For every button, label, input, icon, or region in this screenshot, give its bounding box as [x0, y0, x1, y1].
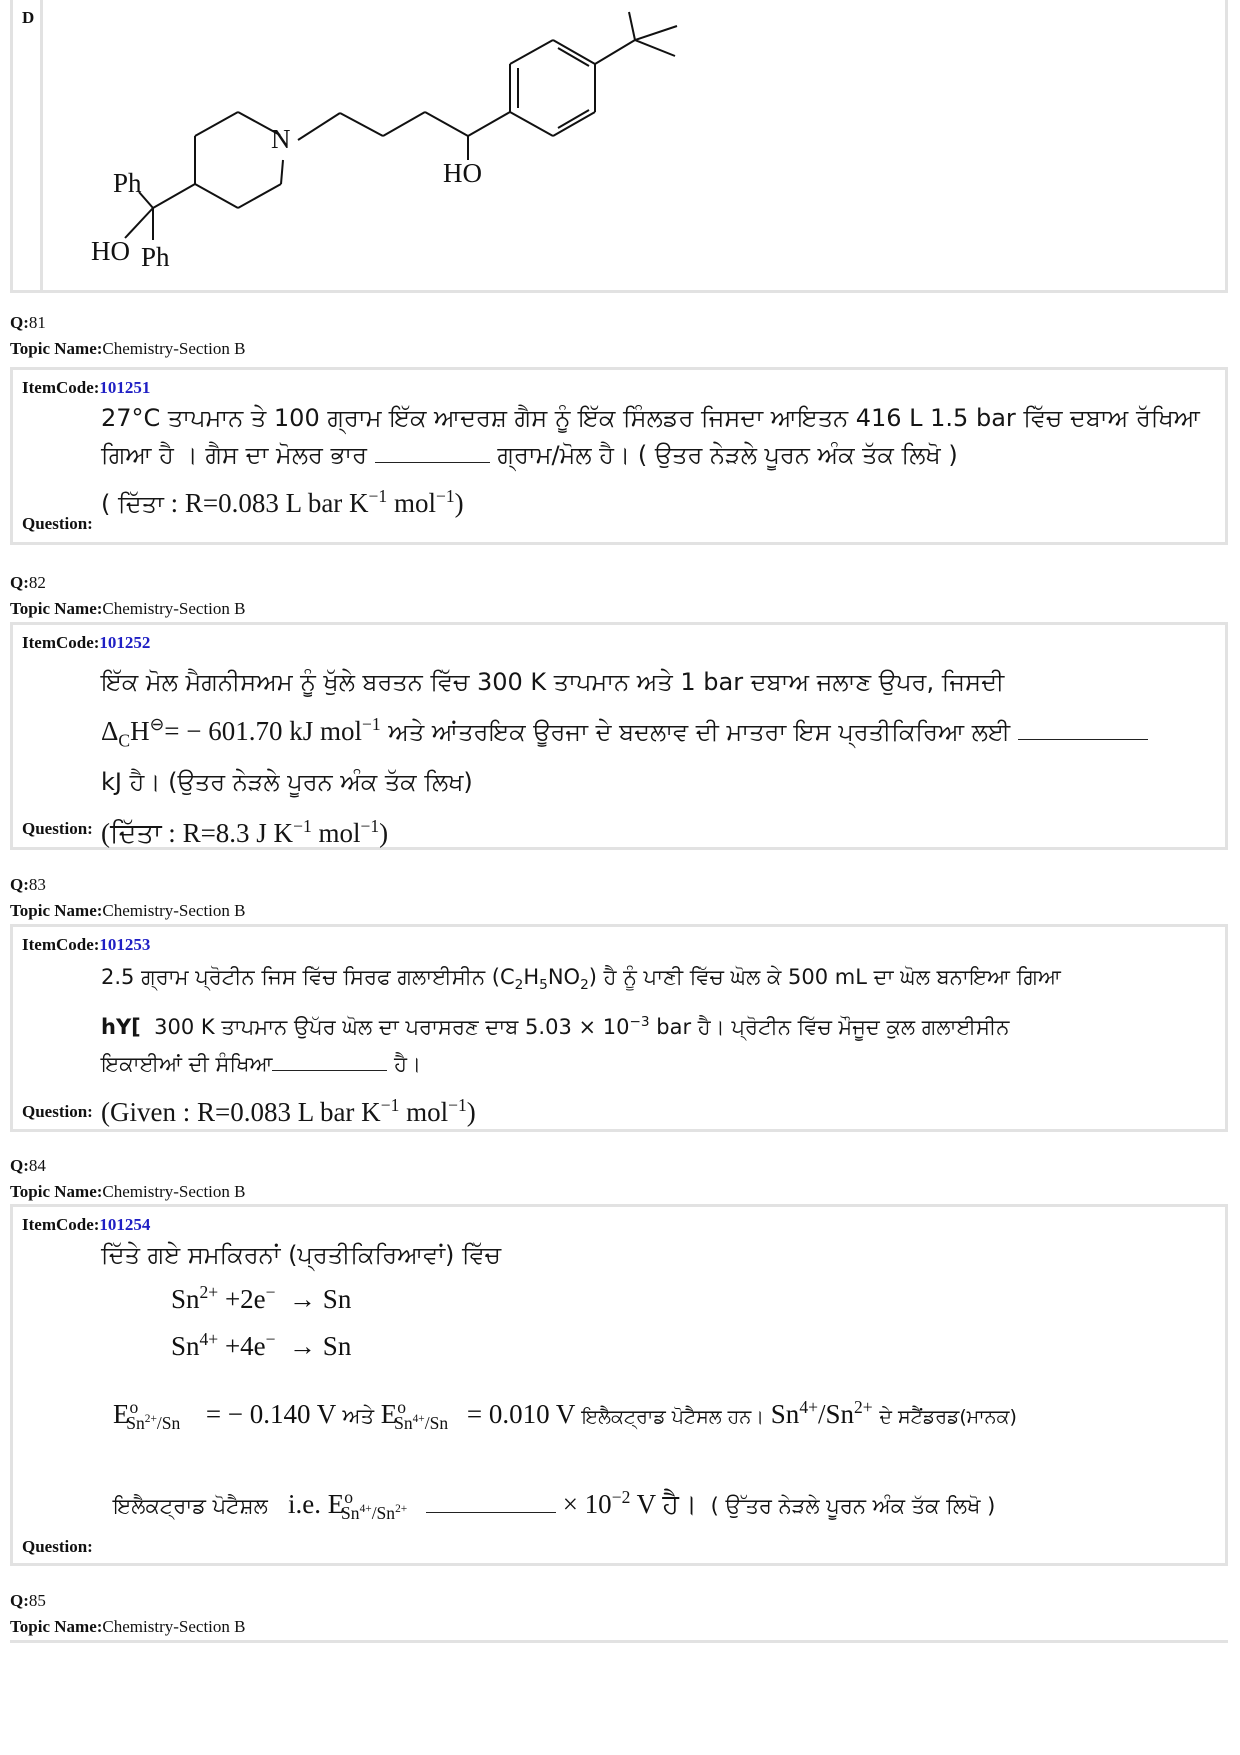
- given-text: mol: [393, 488, 436, 518]
- superscript: 4+: [199, 1329, 219, 1349]
- question-text-span: ਅਤੇ ਆਂਤਰਇਕ ਊਰਜਾ ਦੇ ਬਦਲਾਵ ਦੀ ਮਾਤਰਾ ਇਸ ਪ੍ਰਤੀਕਿਰਿਆ ਲਈ: [388, 718, 1011, 746]
- superscript: ⊖: [149, 714, 165, 734]
- superscript: −1: [435, 486, 455, 506]
- question-text-span: ) ਹੈ ਨੂੰ ਪਾਣੀ ਵਿੱਚ ਘੋਲ ਕੇ 500 mL ਦਾ ਘੋਲ ਬਨਾਇਆ ਗਿਆ: [588, 965, 1061, 989]
- superscript: −1: [380, 1095, 400, 1116]
- given-line: [101, 805, 1213, 854]
- superscript: 2+: [199, 1282, 219, 1302]
- answer-blank: [426, 1492, 556, 1513]
- given-line: [101, 478, 1213, 523]
- topic-name: Chemistry-Section B: [102, 1182, 246, 1201]
- subscript: Sn: [394, 1413, 413, 1434]
- question-text-span: ਹੈ।: [394, 1052, 422, 1077]
- eq-text: × 10: [562, 1489, 612, 1519]
- question-line: ਇੱਕ ਮੋਲ ਮੈਗਨੀਸਅਮ ਨੂੰ ਖੁੱਲੇ ਬਰਤਨ ਵਿੱਚ 300 K ਤਾਪਮਾਨ ਅਤੇ 1 bar ਦਬਾਅ ਜਲਾਣ ਉਪਰ, ਜਿਸਦੀ: [101, 668, 1005, 696]
- given-text: ): [454, 488, 464, 518]
- topic-prefix: Topic Name:: [10, 599, 103, 618]
- question-line: 27°C ਤਾਪਮਾਨ ਤੇ 100 ਗ੍ਰਾਮ ਇੱਕ ਆਦਰਸ਼ ਗੈਸ ਨੂੰ ਇੱਕ ਸਿੰਲਡਰ ਜਿਸਦਾ ਆਇਤਨ 416 L 1.5 bar ਵਿੱਚ ਦਬਾਅ ਰੱਖਿਆ: [101, 404, 1200, 432]
- eq-text: E: [113, 1399, 130, 1429]
- given-text: mol: [318, 818, 361, 849]
- superscript: −1: [360, 816, 380, 837]
- itemcode: [22, 935, 150, 955]
- question-text-span: 300 K ਤਾਪਮਾਨ ਉਪੱਰ ਘੋਲ ਦਾ ਪਰਾਸਰਣ ਦਾਬ 5.03 × 10: [154, 1015, 630, 1040]
- itemcode-value: 101253: [99, 935, 151, 954]
- eq-text: V ਹੈ।: [636, 1489, 698, 1519]
- chemical-structure: [53, 0, 773, 290]
- option-label-cell: [13, 0, 43, 290]
- question-82-box: [10, 622, 1228, 850]
- itemcode-prefix: ItemCode:: [22, 378, 100, 397]
- itemcode-prefix: ItemCode:: [22, 935, 100, 954]
- superscript: −: [265, 1329, 276, 1349]
- given-text: (Given : R=0.083 L bar K: [101, 1097, 381, 1128]
- superscript: −1: [362, 714, 381, 734]
- subscript: Sn: [126, 1413, 145, 1434]
- subscript: Sn: [341, 1503, 360, 1524]
- superscript: 2+: [395, 1503, 408, 1516]
- superscript: −: [265, 1282, 276, 1302]
- potential-line: [113, 1397, 1017, 1434]
- topic-name: Chemistry-Section B: [102, 1617, 246, 1636]
- topic-name: Chemistry-Section B: [102, 339, 246, 358]
- atom-ho-left-label: HO: [91, 236, 130, 266]
- topic-prefix: Topic Name:: [10, 1182, 103, 1201]
- question-81-box: [10, 367, 1228, 545]
- question-85-box-top: [10, 1640, 1228, 1643]
- given-text: : R=0.083 L bar K: [170, 488, 369, 518]
- subscript: /Sn: [371, 1503, 396, 1524]
- question-label: Question:: [22, 819, 93, 838]
- question-number: 84: [28, 1156, 46, 1175]
- question-84-header: [10, 1153, 245, 1205]
- answer-blank: [1018, 719, 1148, 740]
- itemcode-prefix: ItemCode:: [22, 1215, 100, 1234]
- superscript: 4+: [412, 1413, 425, 1426]
- question-number: 83: [28, 875, 46, 894]
- question-line: $\Delta_CH^⊖= - 601.70$ kJ mol$^{-1}$ ਅਤੇ ਆਂਤਰਇਕ ਊਰਜਾ ਦੇ ਬਦਲਾਵ ਦੀ ਮਾਤਰਾ ਇਸ ਪ੍ਰਤੀਕਿਰਿਆ ਲਈ: [101, 703, 1213, 761]
- given-text: ): [379, 818, 389, 849]
- eq-text: i.e. E: [288, 1489, 345, 1519]
- topic-prefix: Topic Name:: [10, 1617, 103, 1636]
- q-prefix: Q:: [10, 875, 29, 894]
- eq-text: E: [380, 1399, 398, 1429]
- q-prefix: Q:: [10, 573, 29, 592]
- question-82-header: [10, 570, 245, 622]
- itemcode-value: 101251: [99, 378, 151, 397]
- subscript: 2: [580, 977, 589, 994]
- question-text-span: ਗ੍ਰਾਮ/ਮੋਲ ਹੈ। ( ਉਤਰ ਨੇੜਲੇ ਪੂਰਨ ਅੰਕ ਤੱਕ ਲਿਖੋ ): [497, 441, 958, 469]
- eq-text: → Sn: [289, 1331, 352, 1361]
- itemcode: [22, 1215, 150, 1235]
- question-text-span: 2.5 ਗ੍ਰਾਮ ਪ੍ਰੋਟੀਨ ਜਿਸ ਵਿੱਚ ਸਿਰਫ ਗਲਾਈਸੀਨ (C: [101, 965, 515, 989]
- question-text-span: H: [523, 965, 540, 989]
- q-prefix: Q:: [10, 1591, 29, 1610]
- question-text: [101, 959, 1213, 1131]
- question-label: Question:: [22, 514, 93, 533]
- question-text: [101, 400, 1213, 523]
- eq-text: +4e: [224, 1331, 266, 1361]
- question-line: [101, 959, 1213, 1004]
- eq-text: → Sn: [289, 1284, 352, 1314]
- q-prefix: Q:: [10, 1156, 29, 1175]
- superscript: −1: [293, 816, 312, 837]
- given-text: ): [466, 1097, 476, 1128]
- subscript: 5: [539, 977, 548, 994]
- question-line: [101, 1004, 1213, 1046]
- superscript: o: [344, 1487, 354, 1507]
- atom-ph-bottom-label: Ph: [141, 242, 170, 272]
- superscript: −1: [368, 486, 388, 506]
- eq-text: ਅਤੇ: [342, 1404, 375, 1428]
- question-text-span: ਇਕਾਈਆਂ ਦੀ ਸੰਖਿਆ: [101, 1052, 273, 1077]
- itemcode-value: 101254: [99, 1215, 151, 1234]
- itemcode: [22, 378, 150, 398]
- subscript: /Sn: [156, 1413, 181, 1434]
- itemcode-prefix: ItemCode:: [22, 633, 100, 652]
- atom-n-label: N: [271, 124, 291, 154]
- topic-prefix: Topic Name:: [10, 339, 103, 358]
- question-line: ਦਿੱਤੇ ਗਏ ਸਮਕਿਰਨਾਂ (ਪ੍ਰਤੀਕਿਰਿਆਵਾਂ) ਵਿੱਚ: [101, 1241, 501, 1269]
- question-81-header: [10, 310, 245, 362]
- question-label: Question:: [22, 1102, 93, 1121]
- equation-line: [171, 1282, 351, 1315]
- superscript: 4+: [799, 1397, 818, 1417]
- superscript: 2+: [854, 1397, 873, 1417]
- answer-blank: [272, 1050, 387, 1071]
- subscript: 2: [514, 977, 524, 994]
- superscript: o: [397, 1397, 407, 1417]
- topic-name: Chemistry-Section B: [102, 901, 246, 920]
- option-label: D: [22, 8, 35, 27]
- superscript: −3: [629, 1014, 650, 1031]
- eq-text: /Sn: [817, 1399, 854, 1429]
- given-label: ( ਦਿੱਤਾ: [101, 490, 164, 518]
- superscript: −1: [448, 1095, 467, 1116]
- question-number: 82: [28, 573, 46, 592]
- superscript: 2+: [144, 1413, 157, 1426]
- question-line: [101, 1046, 1213, 1083]
- question-label: Question:: [22, 1537, 93, 1556]
- answer-line: [113, 1487, 995, 1524]
- given-text: mol: [406, 1097, 449, 1128]
- question-text-span: = − 601.70 kJ mol: [164, 716, 362, 746]
- option-d-box: [10, 0, 1228, 293]
- superscript: o: [129, 1397, 139, 1417]
- eq-text: +2e: [224, 1284, 266, 1314]
- atom-ho-chain-label: HO: [443, 158, 482, 188]
- eq-text: ਇਲੈਕਟ੍ਰਾਡ ਪੋਟੈਸ਼ਲ: [113, 1494, 268, 1518]
- question-line: kJ ਹੈ। (ਉਤਰ ਨੇੜਲੇ ਪੂਰਨ ਅੰਕ ਤੱਕ ਲਿਖ): [101, 768, 473, 797]
- itemcode-value: 101252: [99, 633, 151, 652]
- question-83-box: [10, 924, 1228, 1132]
- subscript: /Sn: [424, 1413, 449, 1434]
- topic-name: Chemistry-Section B: [102, 599, 246, 618]
- question-text-span: hY[: [101, 1015, 141, 1040]
- eq-text: ( ਉੱਤਰ ਨੇੜਲੇ ਪੂਰਨ ਅੰਕ ਤੱਕ ਲਿਖੋ ): [710, 1494, 996, 1518]
- superscript: −2: [611, 1487, 631, 1507]
- question-85-header: [10, 1588, 245, 1640]
- superscript: 4+: [359, 1503, 372, 1516]
- subscript: C: [118, 730, 131, 751]
- eq-text: ਇਲੈਕਟ੍ਰਾਡ ਪੋਟੈਸਲ ਹਨ।: [581, 1406, 765, 1428]
- question-84-box: [10, 1204, 1228, 1566]
- eq-text: Sn: [171, 1331, 200, 1361]
- question-number: 85: [28, 1591, 46, 1610]
- question-text: [101, 661, 1213, 854]
- eq-text: Sn: [770, 1399, 800, 1429]
- q-prefix: Q:: [10, 313, 29, 332]
- question-text-span: H: [130, 716, 150, 746]
- given-line: [101, 1087, 1213, 1131]
- topic-prefix: Topic Name:: [10, 901, 103, 920]
- itemcode: [22, 633, 150, 653]
- answer-blank: [375, 442, 490, 463]
- question-number: 81: [28, 313, 46, 332]
- eq-text: Sn: [171, 1284, 200, 1314]
- question-text-span: bar ਹੈ। ਪ੍ਰੋਟੀਨ ਵਿੱਚ ਮੌਜੂਦ ਕੁਲ ਗਲਾਈਸੀਨ: [656, 1015, 1010, 1040]
- equation-line: [171, 1329, 351, 1362]
- question-text-span: NO: [547, 965, 581, 989]
- atom-ph-top-label: Ph: [113, 168, 142, 198]
- question-line: [101, 437, 1213, 474]
- eq-text: = 0.010 V: [466, 1399, 575, 1429]
- eq-text: ਦੇ ਸਟੈਂਡਰਡ(ਮਾਨਕ): [879, 1406, 1017, 1428]
- question-text-span: ਗਿਆ ਹੈ । ਗੈਸ ਦਾ ਮੋਲਰ ਭਾਰ: [101, 441, 368, 469]
- given-text: (ਦਿੱਤਾ : R=8.3 J K: [101, 818, 294, 849]
- question-83-header: [10, 872, 245, 924]
- eq-text: = − 0.140 V: [205, 1399, 336, 1429]
